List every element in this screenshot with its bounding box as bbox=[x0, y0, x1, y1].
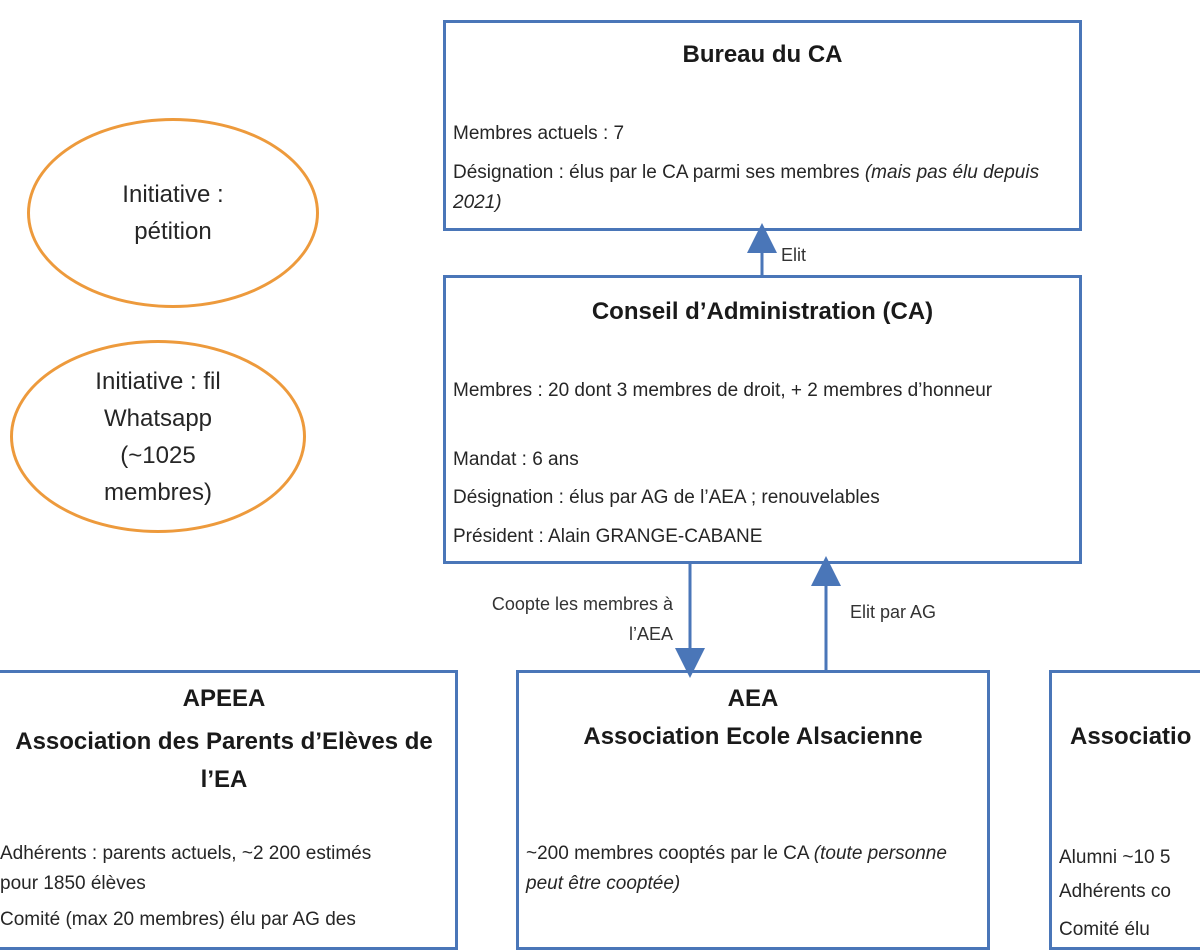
arrow-label-coopte: Coopte les membres à l’AEA bbox=[491, 594, 673, 644]
bureau-designation-note: (mais pas élu depuis 2021) bbox=[453, 162, 1040, 213]
aea-name: Association Ecole Alsacienne bbox=[583, 723, 923, 750]
apeea-comite: Comité (max 20 membres) élu par AG des bbox=[0, 909, 356, 930]
alumni-adherents: Adhérents co bbox=[1059, 881, 1171, 902]
ca-mandat: Mandat : 6 ans bbox=[453, 449, 579, 470]
aea-acronym: AEA bbox=[727, 685, 779, 712]
bureau-title: Bureau du CA bbox=[682, 41, 843, 68]
bureau-designation: Désignation : élus par le CA parmi ses membres bbox=[453, 162, 865, 183]
ca-members: Membres : 20 dont 3 membres de droit, + 2 membres d’honneur bbox=[453, 380, 993, 401]
bureau-members: Membres actuels : 7 bbox=[453, 123, 625, 144]
alumni-name: Associatio bbox=[1070, 723, 1192, 750]
aea-members: ~200 membres cooptés par le CA bbox=[526, 843, 814, 864]
apeea-adherents: Adhérents : parents actuels, ~2 200 estimés pour 1850 élèves bbox=[0, 843, 372, 894]
oval-petition-text: Initiative : pétition bbox=[122, 181, 224, 245]
apeea-acronym: APEEA bbox=[182, 685, 266, 712]
apeea-name: Association des Parents d’Elèves de l’EA bbox=[15, 728, 433, 793]
arrow-label-elit-ag: Elit par AG bbox=[850, 602, 937, 622]
alumni-extra: Comité élu bbox=[1059, 919, 1150, 940]
arrow-label-elit: Elit bbox=[781, 245, 807, 265]
alumni-count: Alumni ~10 5 bbox=[1059, 847, 1171, 868]
ca-title: Conseil d’Administration (CA) bbox=[591, 298, 934, 325]
aea-members-note: (toute personne peut être cooptée) bbox=[526, 843, 947, 894]
ca-president: Président : Alain GRANGE-CABANE bbox=[453, 526, 763, 547]
ca-designation: Désignation : élus par AG de l’AEA ; renouvelables bbox=[453, 487, 880, 508]
oval-whatsapp-text: Initiative : fil Whatsapp (~1025 membres) bbox=[95, 367, 221, 506]
